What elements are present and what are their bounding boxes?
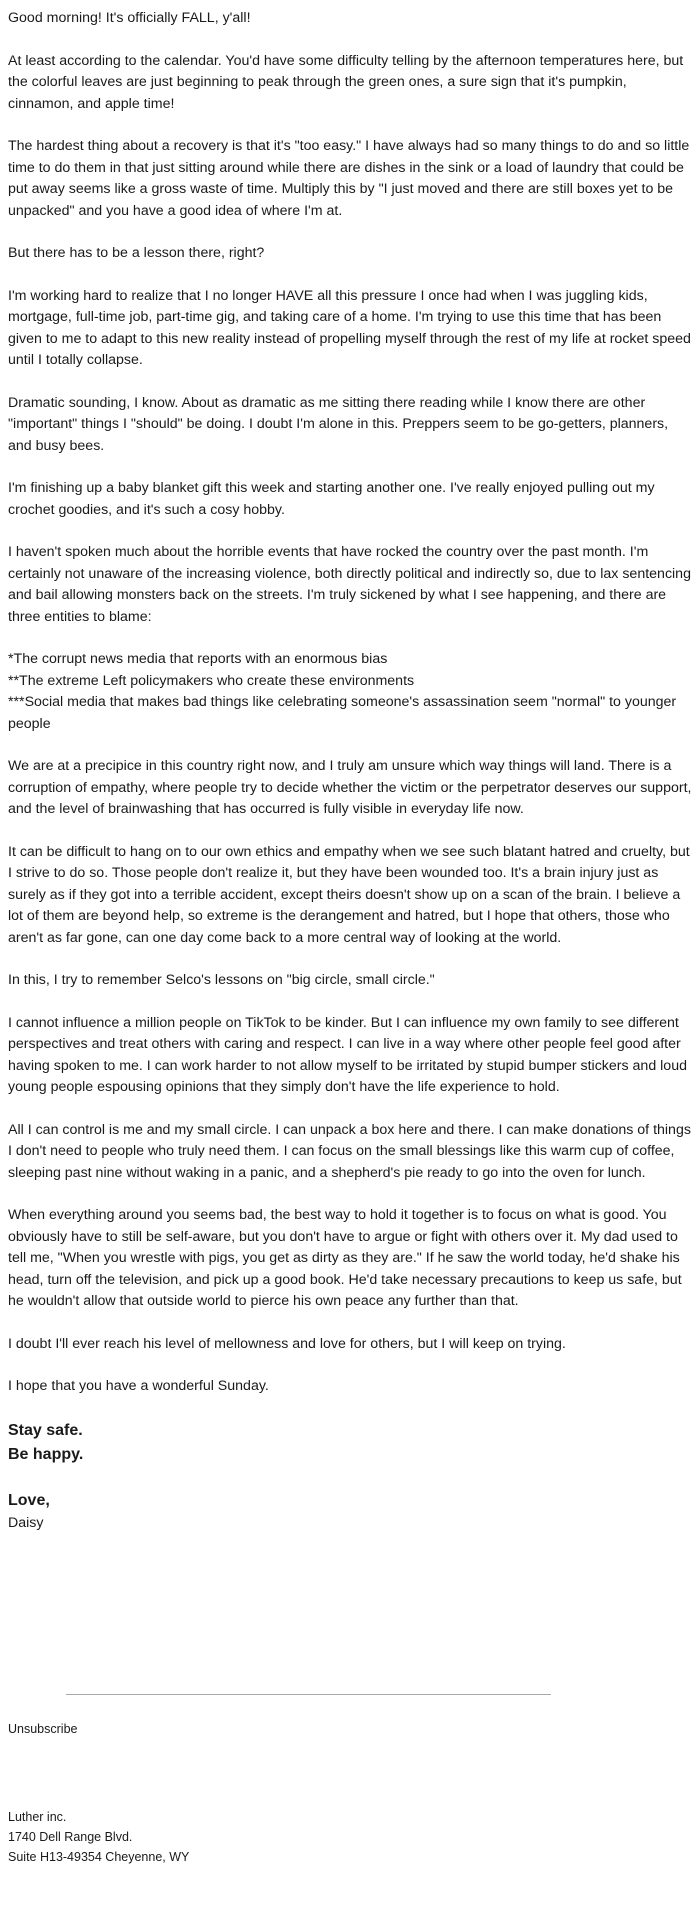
paragraph: In this, I try to remember Selco's lessons on "big circle, small circle." — [8, 972, 435, 988]
paragraph: Dramatic sounding, I know. About as dramatic as me sitting there reading while I know there are other "important" things I "should" be doing. I doubt I'm alone in this. Preppers seem to be go-getters, planners, and busy bees. — [8, 394, 669, 454]
paragraph: I doubt I'll ever reach his level of mellowness and love for others, but I will keep on trying. — [8, 1335, 566, 1352]
signoff-block — [8, 1419, 692, 1468]
unsubscribe-wrap — [8, 1719, 692, 1741]
greeting: Good morning! It's officially FALL, y'all! — [8, 10, 251, 26]
spacer — [8, 1534, 692, 1694]
paragraph: It can be difficult to hang on to our own ethics and empathy when we see such blatant hatred and cruelty, but I strive to do so. Those people don't realize it, but they have been wounded too. It's a brain injury just as surely as if they got into a terrible accident, except theirs doesn't show up on a scan of the brain. I believe a lot of them are beyond help, so extreme is the derangement and hatred, but I hope that others, those who aren't as far gone, can one day come back to a more central way of looking at the world. — [8, 843, 690, 946]
paragraph: But there has to be a lesson there, right? — [8, 245, 265, 261]
paragraph: At least according to the calendar. You'd have some difficulty telling by the afternoon temperatures here, but the colorful leaves are just beginning to peak through the green ones, a sure sign that it's pumpkin, cinnamon, and apple time! — [8, 52, 684, 112]
paragraph: All I can control is me and my small circle. I can unpack a box here and there. I can make donations of things I don't need to people who truly need them. I can focus on the small blessings like this warm cup of coffee, sleeping past nine without waking in a panic, and a shepherd's pie ready to go into the oven for lunch. — [8, 1121, 691, 1181]
paragraph: When everything around you seems bad, the best way to hold it together is to focus on what is good. You obviously have to still be self-aware, but you don't have to argue or fight with others over it. My dad used to tell me, "When you wrestle with pigs, you get as dirty as they are." If he saw the world today, he'd shake his head, turn off the television, and pick up a good book. He'd take necessary precautions to keep us safe, but he wouldn't allow that outside world to pierce his own peace any further than that. — [8, 1207, 682, 1309]
paragraph: I haven't spoken much about the horrible events that have rocked the country over the past month. I'm certainly not unaware of the increasing violence, both directly political and indirectly so, due to lax sentencing and bail allowing monsters back on the streets. I'm truly sickened by what I see happening, and there are three entities to blame: — [8, 544, 691, 625]
unsubscribe-link[interactable]: Unsubscribe — [8, 1722, 78, 1736]
spacer — [8, 1741, 692, 1807]
address-line: Suite H13-49354 Cheyenne, WY — [8, 1849, 190, 1864]
list-item: *The corrupt news media that reports with an enormous bias — [8, 651, 388, 667]
signature-name: Daisy — [8, 1515, 44, 1531]
paragraph: We are at a precipice in this country right now, and I truly am unsure which way things will land. There is a corruption of empathy, where people try to decide whether the victim or the perpetrator deserves our support, and the level of brainwashing that has occurred is fully visible in everyday life now. — [8, 758, 692, 817]
list-item: ***Social media that makes bad things like celebrating someone's assassination seem "normal" to younger people — [8, 694, 677, 732]
company-name: Luther inc. — [8, 1809, 67, 1824]
signature-block — [8, 1489, 692, 1535]
paragraph: I hope that you have a wonderful Sunday. — [8, 1378, 269, 1394]
list-item: **The extreme Left policymakers who create these environments — [8, 672, 415, 689]
footer-divider — [66, 1694, 551, 1695]
signature-love: Love, — [8, 1491, 50, 1509]
paragraph: I'm finishing up a baby blanket gift this week and starting another one. I've really enjoyed pulling out my crochet goodies, and it's such a cosy hobby. — [8, 480, 655, 518]
address-line: 1740 Dell Range Blvd. — [8, 1829, 133, 1844]
footer-address — [8, 1807, 692, 1867]
signoff-line: Stay safe. — [8, 1421, 83, 1439]
paragraph: I'm working hard to realize that I no longer HAVE all this pressure I once had when I was juggling kids, mortgage, full-time job, part-time gig, and taking care of a home. I'm trying to use this time that has been given to me to adapt to this new reality instead of propelling myself through the rest of my life at rocket speed until I totally collapse. — [8, 287, 691, 368]
blame-list — [8, 649, 692, 735]
paragraph: I cannot influence a million people on TikTok to be kinder. But I can influence my own family to see different perspectives and treat others with caring and respect. I can live in a way where other people feel good after having spoken to me. I can work harder to not allow myself to be irritated by stupid bumper stickers and loud young people espousing opinions that they simply don't have the life experience to hold. — [8, 1014, 687, 1095]
signoff-line: Be happy. — [8, 1446, 84, 1463]
paragraph: The hardest thing about a recovery is that it's "too easy." I have always had so many things to do and so little time to do them in that just sitting around while there are dishes in the sink or a load of laundry that could be put away seems like a gross waste of time. Multiply this by "I just moved and there are still boxes yet to be unpacked" and you have a good idea of where I'm at. — [8, 138, 690, 219]
